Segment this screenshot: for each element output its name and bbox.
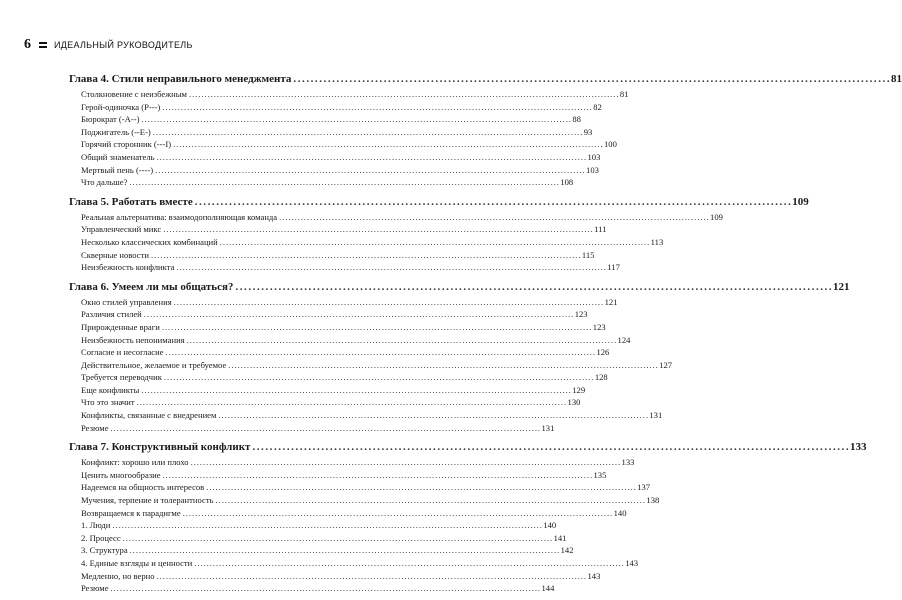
- dot-leader: [195, 194, 791, 211]
- entry-page: 131: [541, 422, 555, 433]
- entry-page: 121: [604, 296, 618, 307]
- toc-entry: [81, 582, 555, 595]
- toc-entry: [81, 557, 639, 570]
- dot-leader: [151, 249, 580, 262]
- entry-title: Управленческий микс: [81, 224, 162, 235]
- entry-title: Бюрократ (-A--): [81, 114, 140, 125]
- toc-entry: [81, 138, 617, 151]
- toc-entry: [81, 308, 588, 321]
- dot-leader: [206, 481, 635, 494]
- chapter-page: 109: [792, 195, 809, 208]
- entry-title: Мучения, терпение и толерантность: [81, 495, 214, 506]
- toc-entry: [81, 126, 593, 139]
- dot-leader: [163, 469, 592, 482]
- entry-page: 142: [560, 545, 574, 556]
- dot-leader: [174, 296, 603, 309]
- dot-leader: [191, 456, 620, 469]
- dot-leader: [129, 176, 558, 189]
- toc-entry: [81, 409, 663, 422]
- toc-entry: [81, 249, 595, 262]
- entry-page: 123: [574, 309, 588, 320]
- entry-title: Требуется переводчик: [81, 372, 162, 383]
- entry-page: 141: [553, 532, 567, 543]
- chapter-page: 133: [850, 441, 867, 454]
- toc-chapter: [69, 194, 809, 274]
- dot-leader: [183, 507, 612, 520]
- toc-entry: [81, 481, 651, 494]
- toc-entry: [81, 164, 599, 177]
- chapter-title: Глава 6. Умеем ли мы общаться?: [69, 280, 234, 293]
- toc-entry: [81, 101, 602, 114]
- entry-page: 82: [593, 101, 602, 112]
- entry-title: Надеемся на общность интересов: [81, 482, 205, 493]
- entry-title: Возвращаемся к парадигме: [81, 507, 181, 518]
- dot-leader: [220, 236, 649, 249]
- dot-leader: [157, 570, 586, 583]
- dot-leader: [130, 544, 559, 557]
- toc-entry: [81, 519, 557, 532]
- entry-title: Герой-одиночка (P---): [81, 101, 161, 112]
- entry-title: Резюме: [81, 583, 109, 594]
- entry-page: 100: [604, 139, 617, 150]
- dot-leader: [176, 261, 605, 274]
- toc-entry: [81, 507, 627, 520]
- dot-leader: [163, 223, 592, 236]
- double-bar-separator-icon: [39, 42, 47, 48]
- toc-entry: [81, 334, 631, 347]
- toc-entry: [81, 211, 723, 224]
- toc-entry: [81, 261, 620, 274]
- entry-page: 128: [594, 372, 608, 383]
- entry-page: 140: [613, 507, 627, 518]
- dot-leader: [216, 494, 645, 507]
- entry-page: 115: [581, 249, 595, 260]
- dot-leader: [153, 126, 582, 139]
- entry-title: Ценить многообразие: [81, 469, 161, 480]
- toc-chapter: [69, 439, 867, 595]
- dot-leader: [187, 334, 616, 347]
- entry-title: Прирожденные враги: [81, 321, 160, 332]
- dot-leader: [123, 532, 552, 545]
- toc-entry: [81, 532, 567, 545]
- toc-entry: [81, 396, 581, 409]
- entry-title: Что это значит: [81, 397, 135, 408]
- entry-title: Действительное, желаемое и требуемое: [81, 359, 227, 370]
- entry-title: Конфликты, связанные с внедрением: [81, 410, 217, 421]
- table-of-contents: [69, 71, 902, 600]
- entry-page: 88: [572, 114, 581, 125]
- entry-page: 117: [607, 262, 620, 273]
- entry-page: 127: [659, 359, 673, 370]
- entry-page: 126: [596, 347, 610, 358]
- entry-page: 143: [625, 558, 639, 568]
- dot-leader: [157, 151, 586, 164]
- entry-page: 81: [619, 89, 629, 99]
- chapter-heading: [69, 439, 867, 456]
- dot-leader: [173, 138, 602, 151]
- dot-leader: [111, 422, 540, 435]
- chapter-heading: [69, 71, 902, 88]
- entry-page: 93: [583, 126, 593, 137]
- toc-chapter: [69, 71, 902, 189]
- toc-entry: [81, 384, 586, 397]
- entry-page: 130: [567, 397, 581, 408]
- toc-entry: [81, 371, 608, 384]
- dot-leader: [218, 409, 647, 422]
- dot-leader: [235, 279, 831, 296]
- entry-page: 109: [710, 211, 723, 222]
- dot-leader: [166, 346, 595, 359]
- entry-title: Что дальше?: [81, 177, 128, 188]
- page-number: 6: [24, 37, 31, 52]
- toc-entry: [81, 422, 555, 435]
- running-header: [24, 37, 193, 53]
- entry-page: 131: [649, 410, 663, 421]
- entry-title: 4. Единые взгляды и ценности: [81, 558, 193, 568]
- toc-entry: [81, 236, 664, 249]
- entry-title: 1. Люди: [81, 520, 111, 531]
- dot-leader: [228, 359, 657, 372]
- toc-entry: [81, 151, 601, 164]
- chapter-heading: [69, 279, 850, 296]
- entry-title: Окно стилей управления: [81, 296, 172, 307]
- entry-page: 143: [587, 570, 601, 581]
- dot-leader: [141, 113, 570, 126]
- entry-page: 108: [560, 177, 574, 188]
- entry-title: Поджигатель (--E-): [81, 126, 151, 137]
- entry-title: Скверные новости: [81, 249, 149, 260]
- dot-leader: [144, 308, 573, 321]
- toc-entry: [81, 570, 601, 583]
- entry-page: 111: [594, 224, 607, 235]
- entry-title: Неизбежность непонимания: [81, 334, 185, 345]
- entry-page: 113: [650, 236, 664, 247]
- dot-leader: [252, 439, 848, 456]
- dot-leader: [137, 396, 566, 409]
- chapter-heading: [69, 194, 809, 211]
- dot-leader: [279, 211, 708, 224]
- toc-entry: [81, 88, 629, 101]
- toc-entry: [81, 494, 660, 507]
- entry-title: 3. Структура: [81, 545, 128, 556]
- entry-title: Еще конфликты: [81, 384, 140, 395]
- dot-leader: [189, 88, 618, 101]
- entry-page: 129: [572, 384, 586, 395]
- entry-page: 135: [593, 469, 607, 480]
- toc-entry: [81, 544, 574, 557]
- entry-title: 2. Процесс: [81, 532, 121, 543]
- dot-leader: [164, 371, 593, 384]
- entry-title: Резюме: [81, 422, 109, 433]
- book-title: ИДЕАЛЬНЫЙ РУКОВОДИТЕЛЬ: [54, 40, 193, 50]
- chapter-title: Глава 7. Конструктивный конфликт: [69, 441, 251, 454]
- entry-page: 140: [543, 520, 557, 531]
- toc-entry: [81, 346, 610, 359]
- entry-title: Столкновение с неизбежным: [81, 89, 187, 99]
- entry-title: Конфликт: хорошо или плохо: [81, 457, 189, 468]
- entry-title: Несколько классических комбинаций: [81, 236, 218, 247]
- entry-title: Мертвый пень (----): [81, 164, 154, 175]
- chapter-page: 81: [890, 73, 902, 85]
- entry-page: 137: [637, 482, 651, 493]
- dot-leader: [111, 582, 540, 595]
- entry-title: Медленно, но верно: [81, 570, 155, 581]
- entry-title: Общий знаменатель: [81, 151, 155, 162]
- dot-leader: [155, 164, 584, 177]
- entry-title: Неизбежность конфликта: [81, 262, 175, 273]
- entry-page: 133: [621, 457, 635, 468]
- toc-entry: [81, 113, 581, 126]
- toc-chapter: [69, 279, 850, 435]
- toc-entry: [81, 456, 635, 469]
- toc-entry: [81, 296, 618, 309]
- entry-page: 138: [646, 495, 660, 506]
- chapter-title: Глава 4. Стили неправильного менеджмента: [69, 73, 292, 85]
- entry-page: 123: [592, 321, 606, 332]
- entry-page: 124: [617, 334, 631, 345]
- entry-title: Реальная альтернатива: взаимодополняющая команда: [81, 211, 278, 222]
- entry-page: 103: [587, 151, 601, 162]
- dot-leader: [162, 101, 591, 114]
- toc-entry: [81, 359, 673, 372]
- toc-entry: [81, 469, 607, 482]
- toc-entry: [81, 321, 606, 334]
- dot-leader: [112, 519, 541, 532]
- entry-title: Согласие и несогласие: [81, 347, 164, 358]
- dot-leader: [162, 321, 591, 334]
- toc-entry: [81, 176, 574, 189]
- entry-page: 103: [586, 164, 599, 175]
- dot-leader: [293, 71, 889, 88]
- chapter-title: Глава 5. Работать вместе: [69, 195, 193, 208]
- entry-title: Горячий сторонник (---I): [81, 139, 172, 150]
- toc-entry: [81, 223, 607, 236]
- dot-leader: [194, 557, 623, 570]
- chapter-page: 121: [833, 280, 850, 293]
- entry-title: Различия стилей: [81, 309, 142, 320]
- entry-page: 144: [541, 583, 555, 594]
- dot-leader: [141, 384, 570, 397]
